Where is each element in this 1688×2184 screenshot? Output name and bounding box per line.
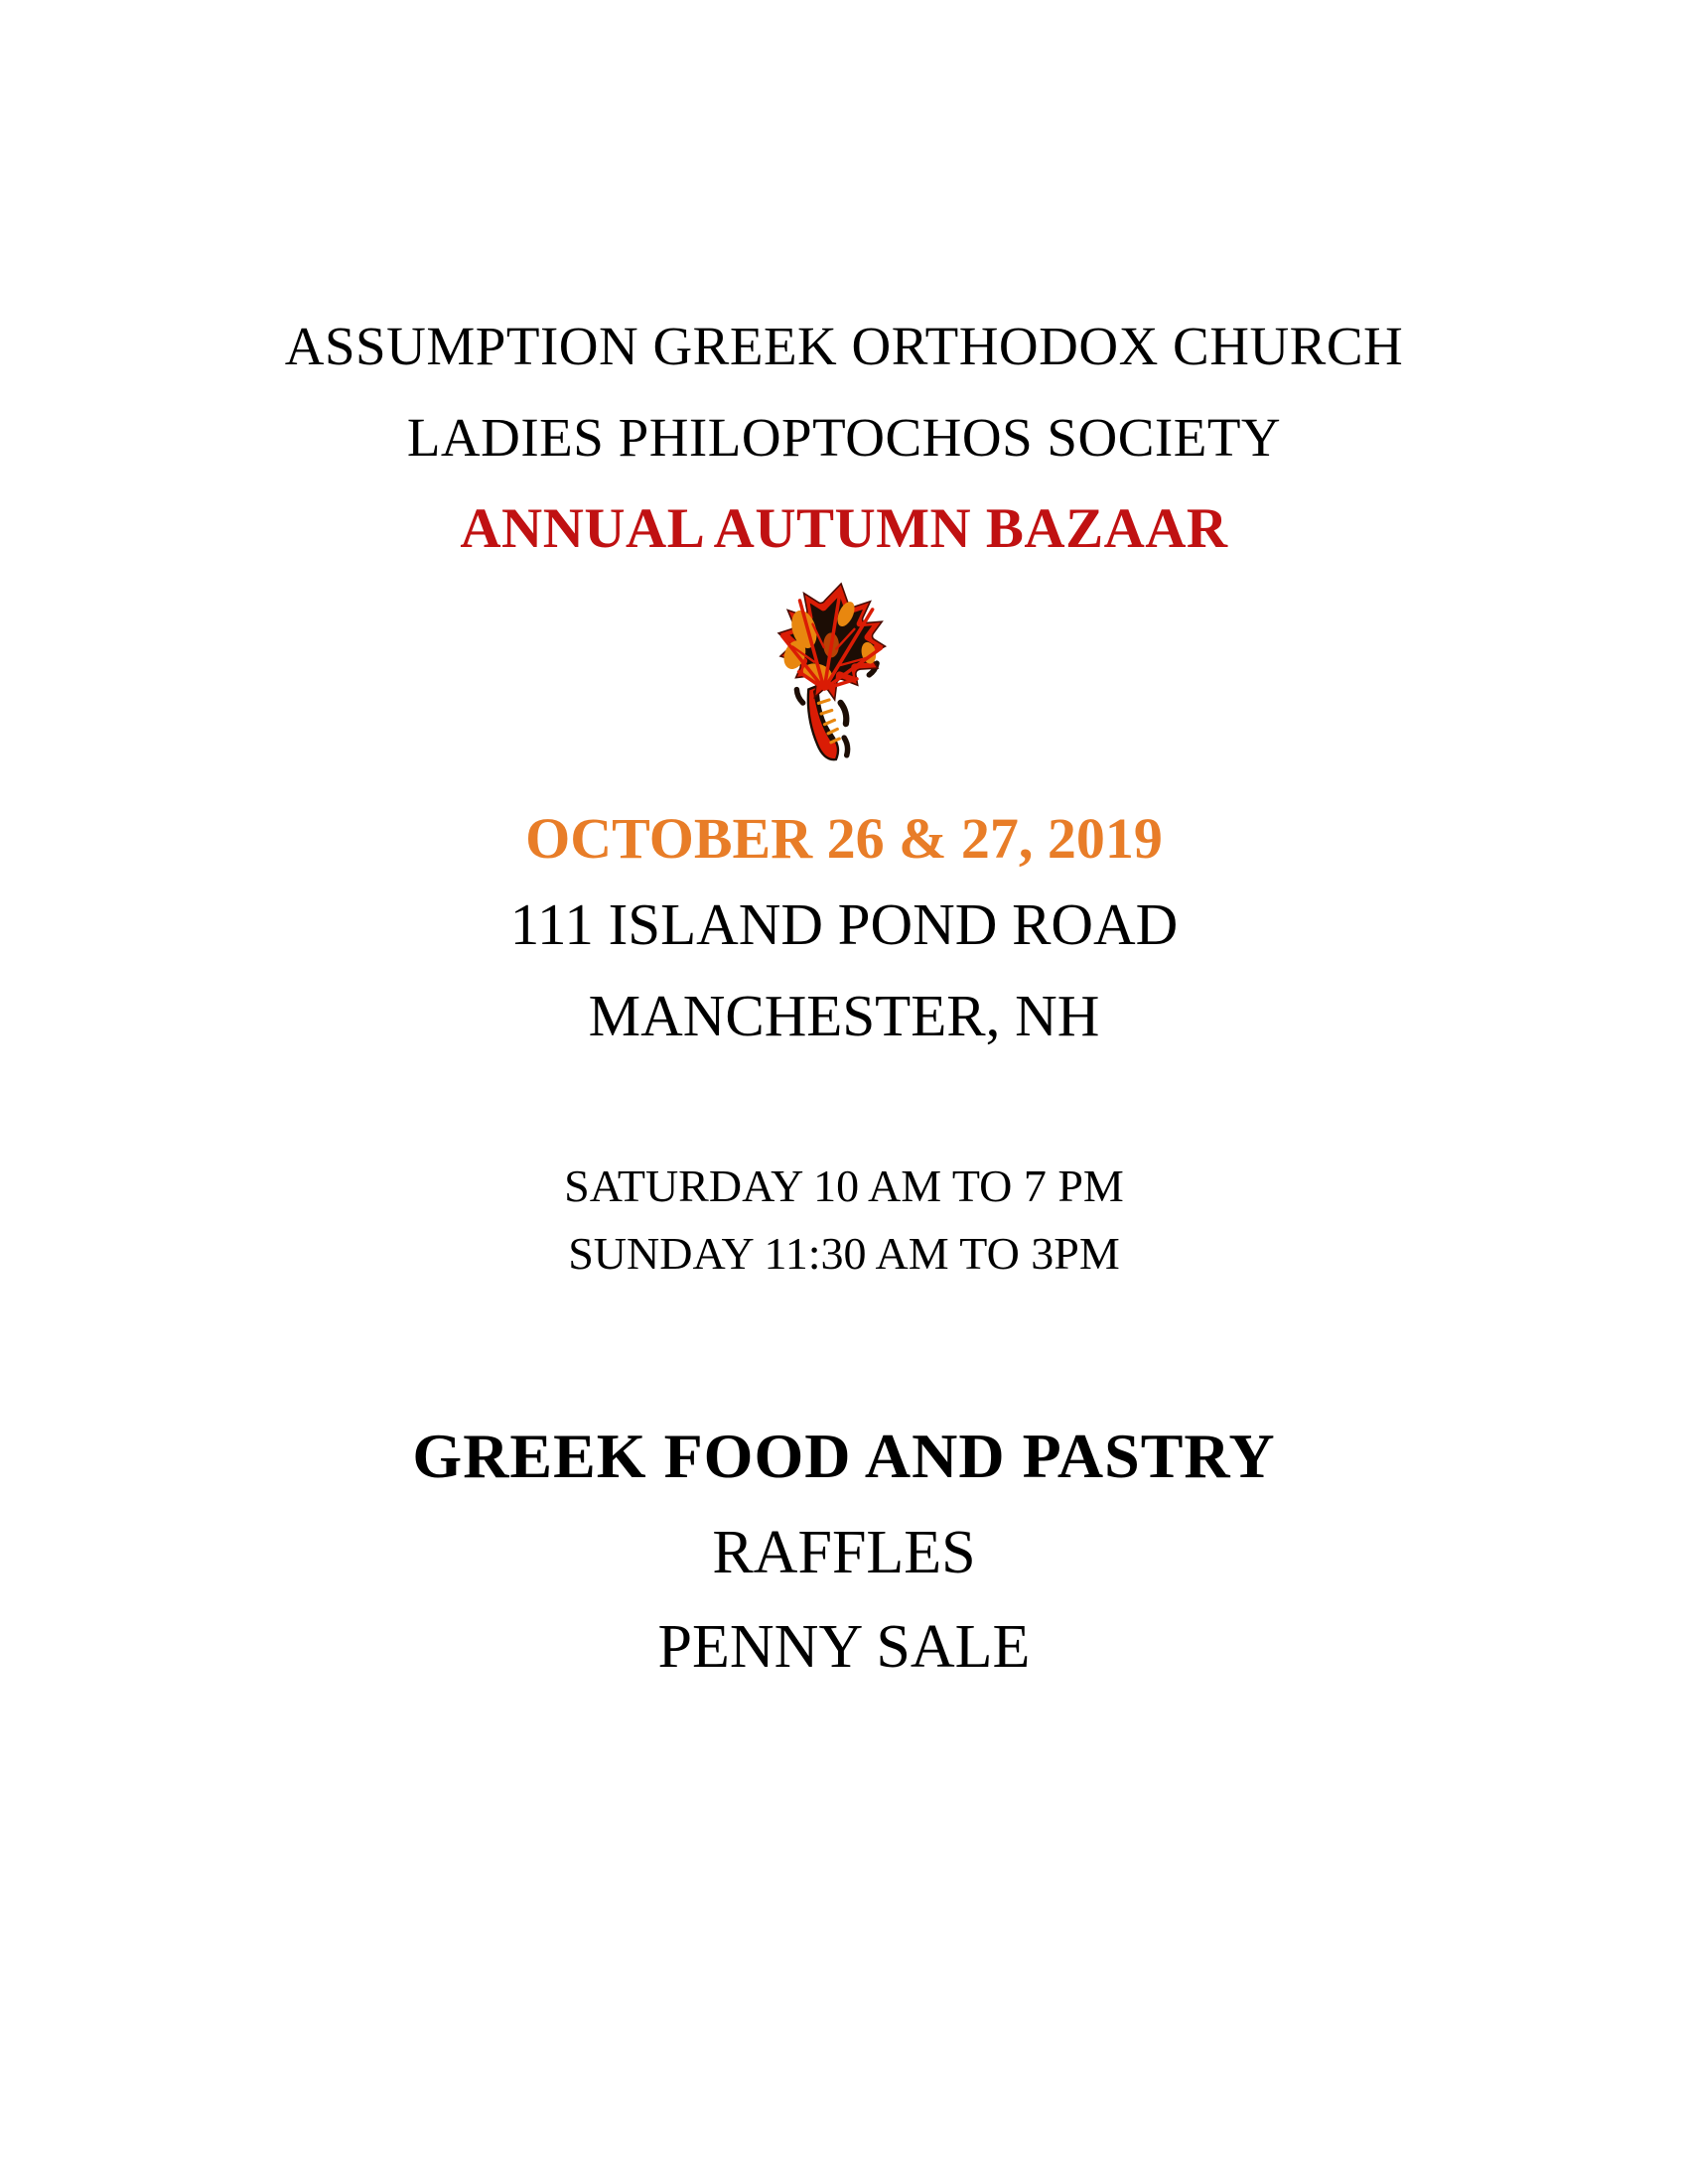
org-name-line2: LADIES PHILOPTOCHOS SOCIETY	[406, 407, 1282, 468]
feature-penny-sale: PENNY SALE	[657, 1613, 1031, 1681]
event-title: ANNUAL AUTUMN BAZAAR	[460, 497, 1228, 560]
feature-raffles: RAFFLES	[712, 1519, 976, 1586]
org-name-line1: ASSUMPTION GREEK ORTHODOX CHURCH	[284, 316, 1404, 376]
autumn-maple-leaf-icon	[0, 577, 1688, 771]
hours-saturday: SATURDAY 10 AM TO 7 PM	[564, 1160, 1124, 1211]
address-city: MANCHESTER, NH	[588, 983, 1100, 1048]
hours-sunday: SUNDAY 11:30 AM TO 3PM	[568, 1228, 1120, 1279]
feature-food-pastry: GREEK FOOD AND PASTRY	[412, 1421, 1276, 1491]
address-street: 111 ISLAND POND ROAD	[509, 891, 1179, 957]
event-date: OCTOBER 26 & 27, 2019	[525, 806, 1163, 871]
